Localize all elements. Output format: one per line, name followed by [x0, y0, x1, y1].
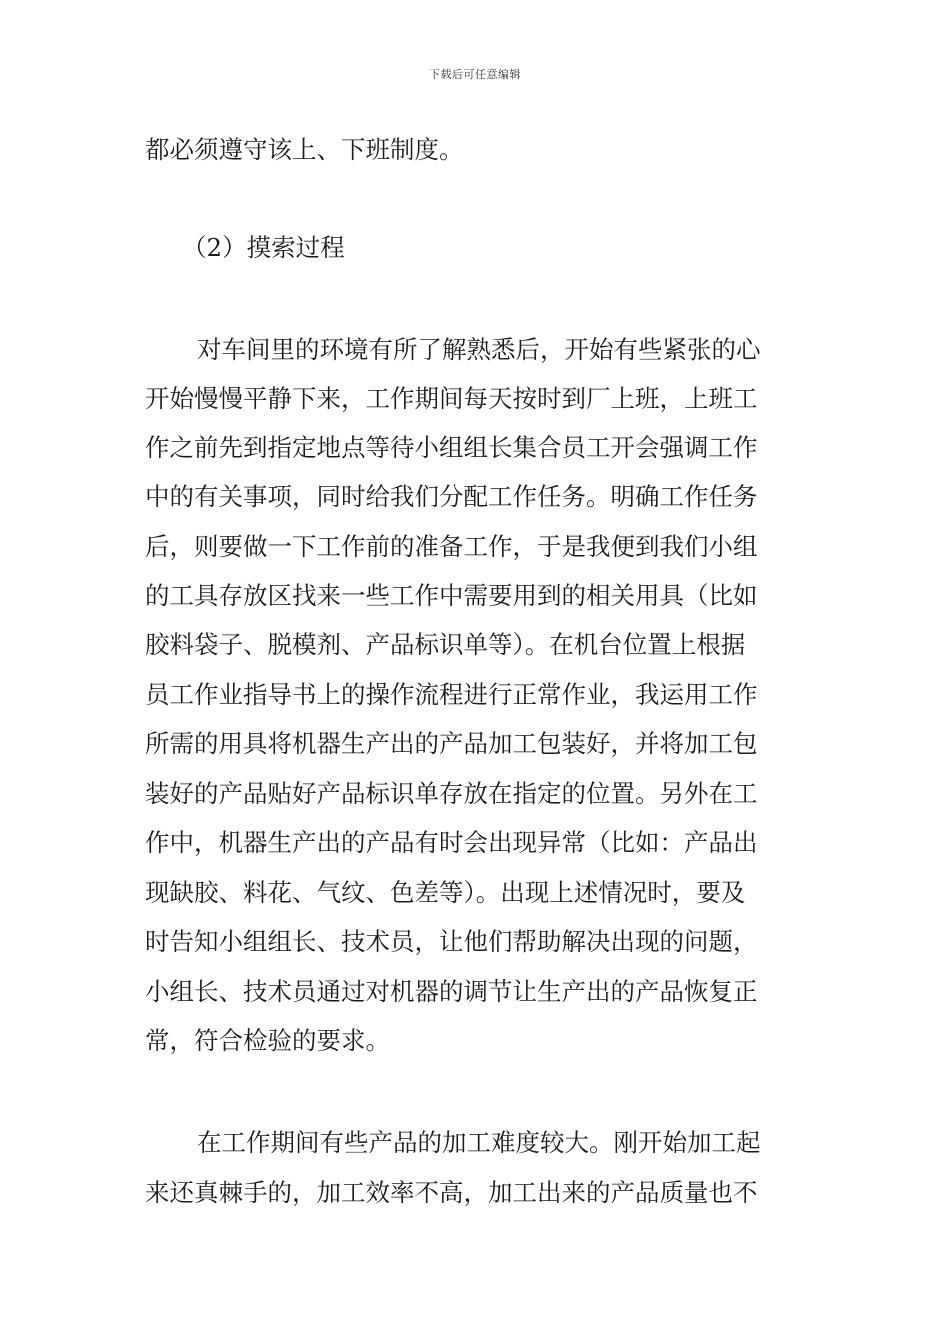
text-line: 作中，机器生产出的产品有时会出现异常（比如：产品出	[145, 828, 758, 857]
text-line: 小组长、技术员通过对机器的调节让生产出的产品恢复正	[145, 977, 758, 1006]
text-line: 现缺胶、料花、气纹、色差等）。出现上述情况时，要及	[145, 878, 746, 907]
text-line: 中的有关事项，同时给我们分配工作任务。明确工作任务	[145, 482, 758, 511]
paragraph-first-line: 对车间里的环境有所了解熟悉后，开始有些紧张的心	[197, 335, 761, 364]
text-line: 后，则要做一下工作前的准备工作，于是我便到我们小组	[145, 532, 758, 561]
text-line: 的工具存放区找来一些工作中需要用到的相关用具（比如	[145, 581, 758, 610]
text-line: 都必须遵守该上、下班制度。	[145, 135, 464, 164]
text-line: 员工作业指导书上的操作流程进行正常作业，我运用工作	[145, 680, 758, 709]
text-line: 装好的产品贴好产品标识单存放在指定的位置。另外在工	[145, 779, 758, 808]
text-line: 时告知小组组长、技术员，让他们帮助解决出现的问题，	[145, 927, 758, 956]
text-line: 开始慢慢平静下来，工作期间每天按时到厂上班，上班工	[145, 384, 758, 413]
paragraph-first-line: 在工作期间有些产品的加工难度较大。刚开始加工起	[197, 1128, 761, 1157]
text-line: 作之前先到指定地点等待小组组长集合员工开会强调工作	[145, 433, 758, 462]
text-line: 所需的用具将机器生产出的产品加工包装好，并将加工包	[145, 729, 758, 758]
text-line: 来还真棘手的，加工效率不高，加工出来的产品质量也不	[145, 1178, 758, 1207]
text-line: 胶料袋子、脱模剂、产品标识单等）。在机台位置上根据	[145, 630, 746, 659]
text-line: 常，符合检验的要求。	[145, 1026, 390, 1055]
section-heading: （2）摸索过程	[182, 233, 345, 262]
page-header: 下载后可任意编辑	[429, 68, 521, 81]
